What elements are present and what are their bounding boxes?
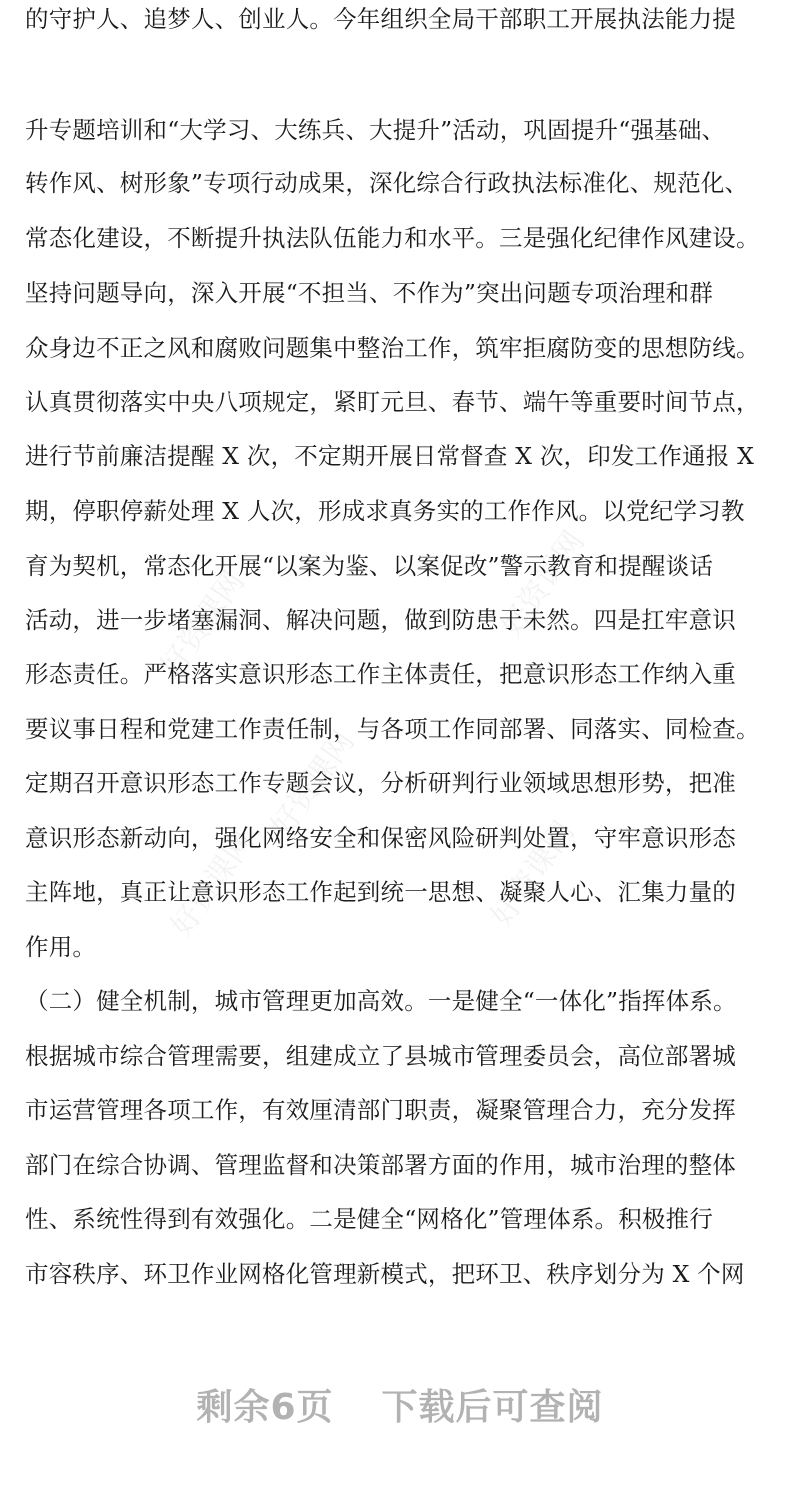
text-line: 市运营管理各项工作，有效厘清部门职责，凝聚管理合力，充分发挥: [25, 1096, 736, 1124]
download-prompt[interactable]: [0, 1378, 800, 1438]
text-line: 意识形态新动向，强化网络安全和保密风险研判处置，守牢意识形态: [25, 824, 736, 852]
text-line: 作用。: [25, 933, 97, 961]
text-line: 根据城市综合管理需要，组建成立了县城市管理委员会，高位部署城: [25, 1042, 736, 1070]
text-line: 活动，进一步堵塞漏洞、解决问题，做到防患于未然。四是扛牢意识: [25, 606, 736, 634]
text-line: 主阵地，真正让意识形态工作起到统一思想、凝聚人心、汇集力量的: [25, 878, 736, 906]
watermark: 好资课网: [164, 824, 262, 944]
text-line: 认真贯彻落实中央八项规定，紧盯元旦、春节、端午等重要时间节点，: [25, 388, 760, 416]
section-heading-line: （二）健全机制，城市管理更加高效。一是健全“一体化”指挥体系。: [25, 987, 737, 1015]
watermark: 好资课网: [484, 814, 582, 934]
text-line: 坚持问题导向，深入开展“不担当、不作为”突出问题专项治理和群: [25, 279, 714, 307]
text-line: 期，停职停薪处理 X 人次，形成求真务实的工作作风。以党纪学习教: [25, 497, 745, 525]
text-line: 部门在综合协调、管理监督和决策部署方面的作用，城市治理的整体: [25, 1151, 736, 1179]
text-line: 众身边不正之风和腐败问题集中整治工作，筑牢拒腐防变的思想防线。: [25, 334, 760, 362]
text-line: 定期召开意识形态工作专题会议，分析研判行业领域思想形势，把准: [25, 769, 736, 797]
text-line: 进行节前廉洁提醒 X 次，不定期开展日常督查 X 次，印发工作通报 X: [25, 442, 755, 470]
text-line: 性、系统性得到有效强化。二是健全“网格化”管理体系。积极推行: [25, 1205, 714, 1233]
text-line: 转作风、树形象”专项行动成果，深化综合行政执法标准化、规范化、: [25, 169, 749, 197]
watermark: 好资课网: [494, 524, 592, 644]
watermark: 好资课网: [264, 724, 362, 844]
watermark: 好资课网: [154, 564, 252, 684]
text-line: 育为契机，常态化开展“以案为鉴、以案促改”警示教育和提醒谈话: [25, 552, 714, 580]
text-line: 常态化建设，不断提升执法队伍能力和水平。三是强化纪律作风建设。: [25, 224, 760, 252]
remaining-pages-label: 剩余6页: [196, 1387, 334, 1428]
text-line: 要议事日程和党建工作责任制，与各项工作同部署、同落实、同检查。: [25, 715, 760, 743]
text-line: 市容秩序、环卫作业网格化管理新模式，把环卫、秩序划分为 X 个网: [25, 1260, 745, 1288]
text-line: 升专题培训和“大学习、大练兵、大提升”活动，巩固提升“强基础、: [25, 116, 726, 144]
text-line: 的守护人、追梦人、创业人。今年组织全局干部职工开展执法能力提: [25, 5, 736, 33]
download-hint-label: 下载后可查阅: [381, 1387, 604, 1428]
text-line: 形态责任。严格落实意识形态工作主体责任，把意识形态工作纳入重: [25, 660, 736, 688]
